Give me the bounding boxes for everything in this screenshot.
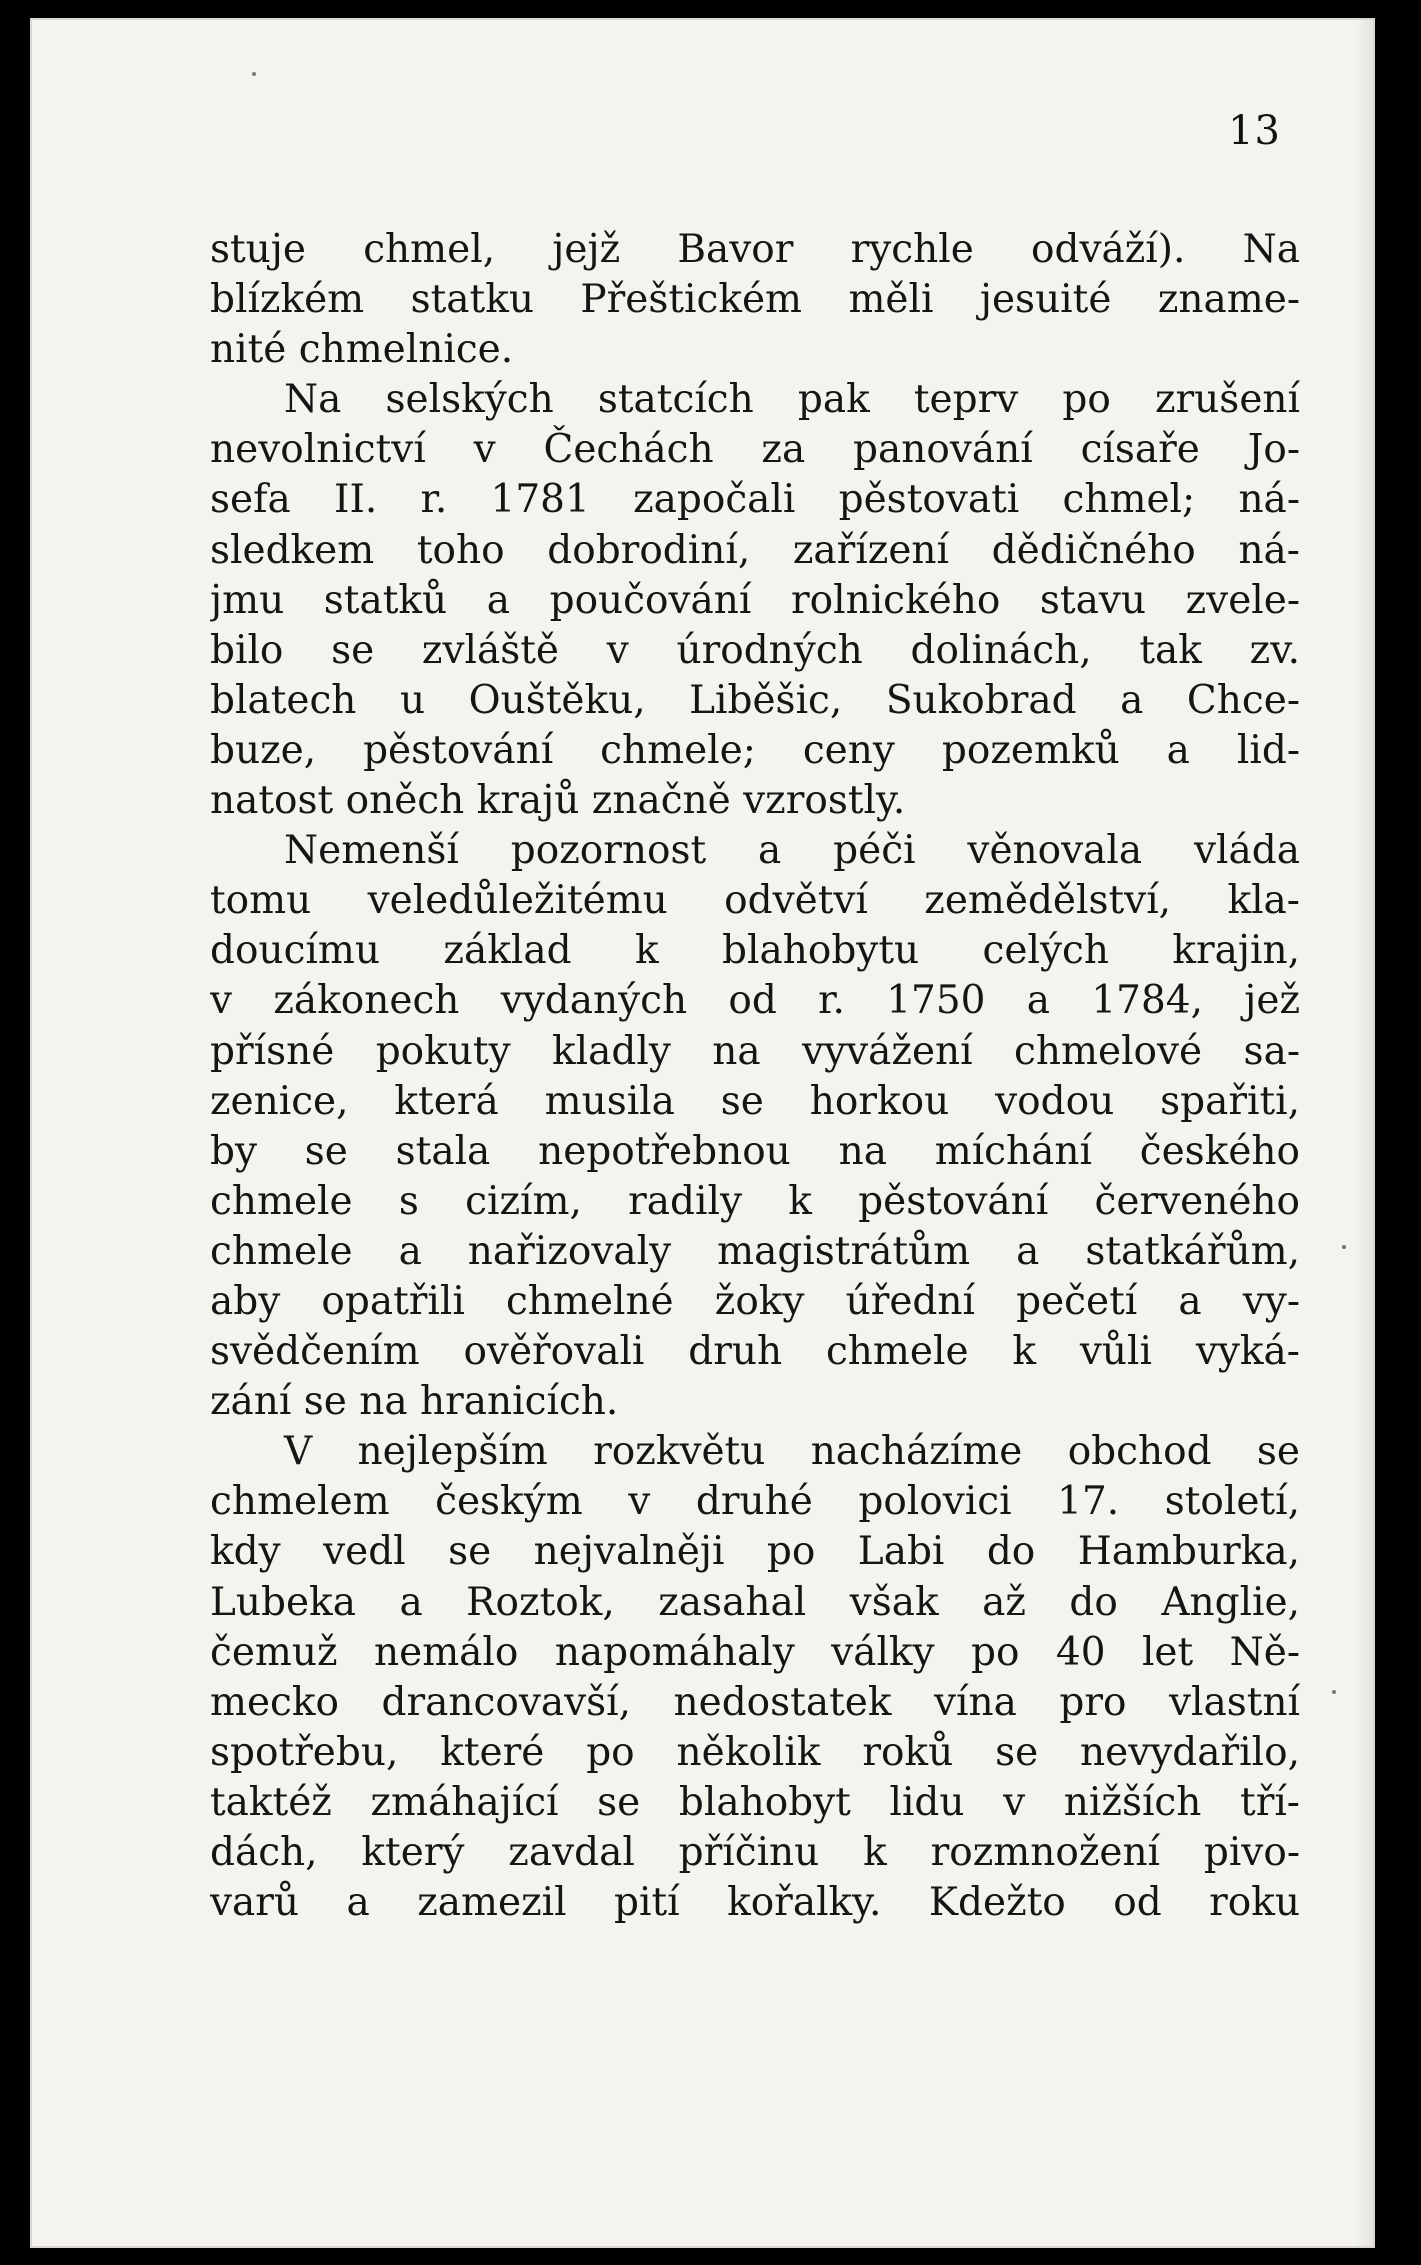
text-line: nité chmelnice.	[210, 327, 514, 373]
text-line: blízkém statku Přeštickém měli jesuité zname-	[210, 277, 1300, 323]
text-line: dách, který zavdal příčinu k rozmnožení pivo-	[210, 1830, 1300, 1875]
text-line: doucímu základ k blahobytu celých krajin,	[210, 928, 1300, 974]
book-page	[30, 18, 1375, 2248]
text-line: taktéž zmáhající se blahobyt lidu v nižších tří-	[210, 1779, 1300, 1825]
paper-speck	[1342, 1245, 1346, 1249]
page-number: 13	[1228, 108, 1281, 154]
text-line: varů a zamezil pití kořalky. Kdežto od roku	[210, 1880, 1300, 1926]
text-line: blatech u Ouštěku, Liběšic, Sukobrad a Chce-	[210, 677, 1300, 723]
text-line: Na selských statcích pak teprv po zrušení	[284, 377, 1300, 423]
body-text	[210, 225, 1300, 1928]
text-line: zání se na hranicích.	[210, 1379, 619, 1425]
text-line: chmele s cizím, radily k pěstování červeného	[210, 1178, 1300, 1224]
text-line: stuje chmel, jejž Bavor rychle odváží). Na	[210, 227, 1300, 272]
page-edge-shadow	[1355, 20, 1373, 2246]
text-line: spotřebu, které po několik roků se nevydařilo,	[210, 1729, 1300, 1775]
text-line: Lubeka a Roztok, zasahal však až do Anglie,	[210, 1579, 1300, 1625]
text-line: chmelem českým v druhé polovici 17. století,	[210, 1479, 1300, 1525]
text-line: buze, pěstování chmele; ceny pozemků a lid-	[210, 727, 1300, 773]
text-line: by se stala nepotřebnou na míchání českého	[210, 1128, 1300, 1174]
paper-speck	[1332, 1690, 1336, 1694]
text-line: svědčením ověřovali druh chmele k vůli vyká-	[210, 1329, 1300, 1375]
paper-speck	[252, 72, 256, 76]
text-line: chmele a nařizovaly magistrátům a statkářům,	[210, 1228, 1300, 1274]
text-line: Nemenší pozornost a péči věnovala vláda	[284, 828, 1300, 874]
text-line: jmu statků a poučování rolnického stavu zvele-	[210, 577, 1300, 623]
text-line: bilo se zvláště v úrodných dolinách, tak zv.	[210, 627, 1300, 673]
text-line: tomu veledůležitému odvětví zemědělství, kla-	[210, 878, 1300, 924]
text-line: zenice, která musila se horkou vodou spařiti,	[210, 1078, 1300, 1124]
text-line: V nejlepším rozkvětu nacházíme obchod se	[284, 1429, 1300, 1475]
text-line: natost oněch krajů značně vzrostly.	[210, 778, 906, 824]
text-line: kdy vedl se nejvalněji po Labi do Hamburka,	[210, 1529, 1300, 1575]
text-line: aby opatřili chmelné žoky úřední pečetí a vy-	[210, 1278, 1300, 1324]
text-line: sledkem toho dobrodiní, zařízení dědičného ná-	[210, 527, 1300, 573]
text-line: sefa II. r. 1781 započali pěstovati chmel; ná-	[210, 477, 1300, 523]
text-line: v zákonech vydaných od r. 1750 a 1784, jež	[210, 978, 1300, 1024]
text-line: čemuž nemálo napomáhaly války po 40 let Ně-	[210, 1629, 1300, 1675]
text-line: přísné pokuty kladly na vyvážení chmelové sa-	[210, 1028, 1300, 1074]
text-line: nevolnictví v Čechách za panování císaře Jo-	[210, 427, 1300, 473]
text-line: mecko drancovavší, nedostatek vína pro vlastní	[210, 1679, 1300, 1725]
